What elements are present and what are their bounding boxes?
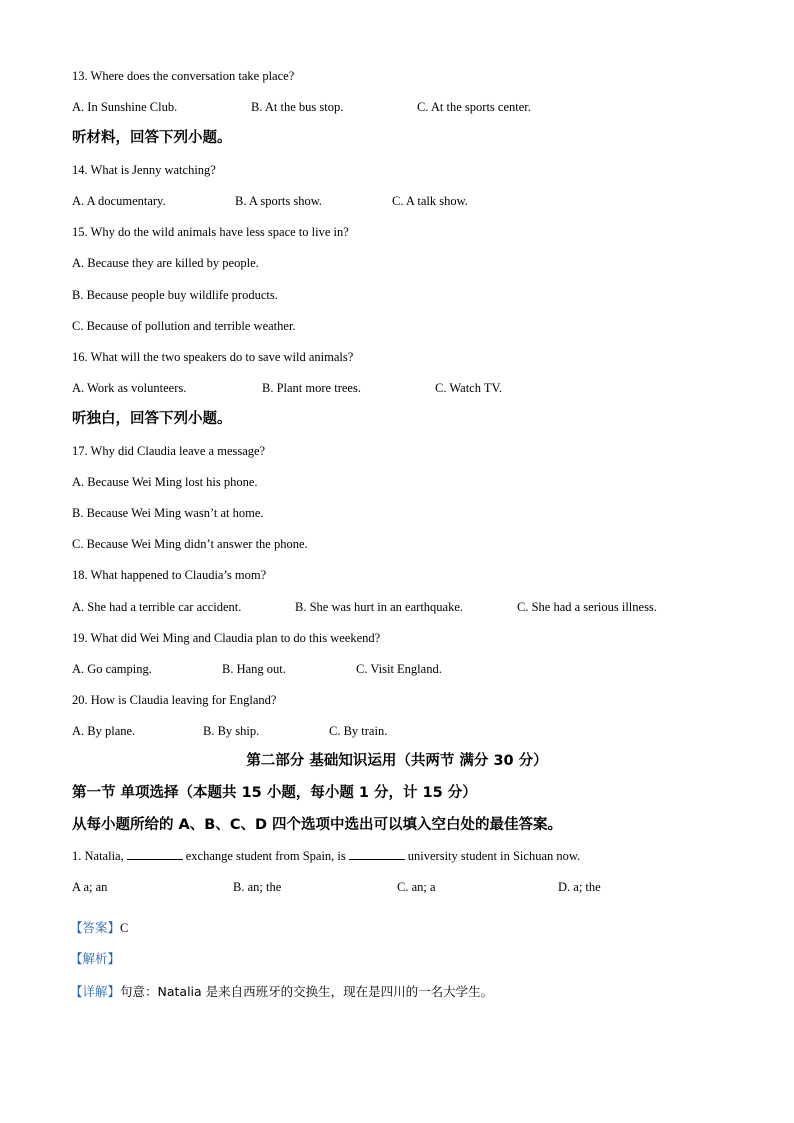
q20-option-c: C. By train. <box>329 724 388 738</box>
q17-option-a: A. Because Wei Ming lost his phone. <box>72 475 258 489</box>
question-17: 17. Why did Claudia leave a message? <box>72 444 266 458</box>
section-heading-monologue: 听独白，回答下列小题。 <box>72 411 232 427</box>
q1-end: university student in Sichuan now. <box>407 849 581 863</box>
analysis-line <box>70 951 120 967</box>
q13-option-b: B. At the bus stop. <box>251 100 344 114</box>
q18-option-a: A. She had a terrible car accident. <box>72 600 242 614</box>
q17-option-b: B. Because Wei Ming wasn’t at home. <box>72 506 264 520</box>
q18-option-c: C. She had a serious illness. <box>517 600 657 614</box>
q20-option-b: B. By ship. <box>203 724 260 738</box>
q14-option-a: A. A documentary. <box>72 194 166 208</box>
q19-option-c: C. Visit England. <box>356 662 442 676</box>
question-15: 15. Why do the wild animals have less space to live in? <box>72 225 349 239</box>
detail-text: 句意：Natalia 是来自西班牙的交换生，现在是四川的一名大学生。 <box>120 984 494 999</box>
section1-heading: 第一节 单项选择（本题共 15 小题，每小题 1 分，计 15 分） <box>72 785 477 801</box>
question-20: 20. How is Claudia leaving for England? <box>72 693 277 707</box>
q19-option-a: A. Go camping. <box>72 662 152 676</box>
answer-line <box>70 920 128 936</box>
q15-option-a: A. Because they are killed by people. <box>72 256 259 270</box>
blank-1 <box>127 848 183 860</box>
q1-option-c: C. an; a <box>397 880 436 894</box>
answer-value: C <box>120 921 129 935</box>
q13-option-c: C. At the sports center. <box>417 100 531 114</box>
q20-option-a: A. By plane. <box>72 724 136 738</box>
instruction: 从每小题所给的 A、B、C、D 四个选项中选出可以填入空白处的最佳答案。 <box>72 817 563 833</box>
q17-option-c: C. Because Wei Ming didn’t answer the phone. <box>72 537 308 551</box>
q16-option-c: C. Watch TV. <box>435 381 503 395</box>
section-heading-material: 听材料，回答下列小题。 <box>72 130 232 146</box>
question-18: 18. What happened to Claudia’s mom? <box>72 568 267 582</box>
q14-option-c: C. A talk show. <box>392 194 468 208</box>
q15-option-c: C. Because of pollution and terrible weather. <box>72 319 296 333</box>
q15-option-b: B. Because people buy wildlife products. <box>72 288 278 302</box>
q1-mid: exchange student from Spain, is <box>185 849 346 863</box>
q14-option-b: B. A sports show. <box>235 194 323 208</box>
detail-line <box>70 984 493 1000</box>
question-1 <box>72 848 580 864</box>
answer-tag: 【答案】 <box>70 920 121 935</box>
q16-option-b: B. Plant more trees. <box>262 381 361 395</box>
part2-heading: 第二部分 基础知识运用（共两节 满分 30 分） <box>246 753 548 769</box>
q1-option-b: B. an; the <box>233 880 282 894</box>
analysis-tag: 【解析】 <box>70 951 121 966</box>
blank-2 <box>349 848 405 860</box>
question-14: 14. What is Jenny watching? <box>72 163 216 177</box>
detail-tag: 【详解】 <box>70 984 121 999</box>
question-13: 13. Where does the conversation take place? <box>72 69 295 83</box>
q18-option-b: B. She was hurt in an earthquake. <box>295 600 464 614</box>
question-19: 19. What did Wei Ming and Claudia plan to do this weekend? <box>72 631 381 645</box>
q16-option-a: A. Work as volunteers. <box>72 381 187 395</box>
q19-option-b: B. Hang out. <box>222 662 286 676</box>
q13-option-a: A. In Sunshine Club. <box>72 100 178 114</box>
q1-option-a: A a; an <box>72 880 108 894</box>
question-16: 16. What will the two speakers do to save wild animals? <box>72 350 354 364</box>
q1-start: 1. Natalia, <box>72 849 124 863</box>
q1-option-d: D. a; the <box>558 880 601 894</box>
